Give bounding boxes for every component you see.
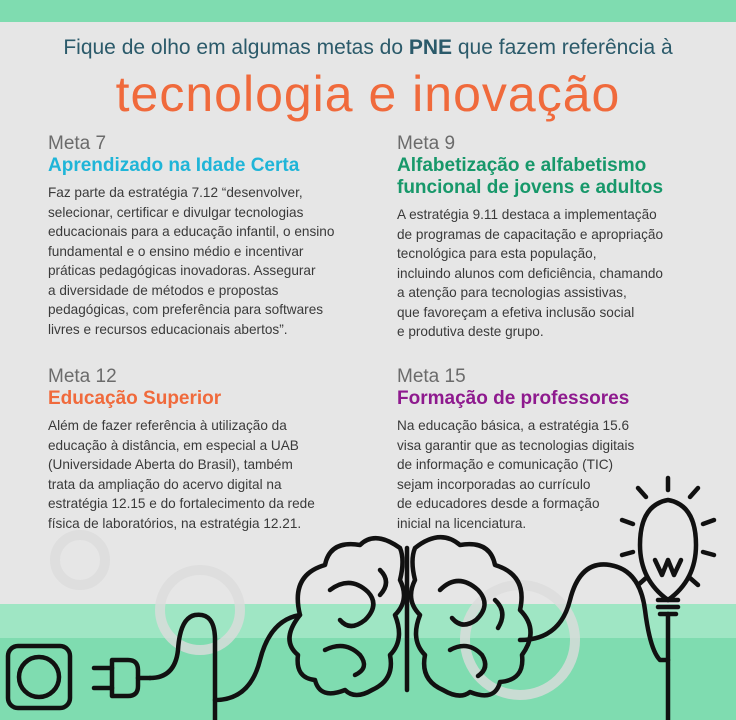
meta-text: Faz parte da estratégia 7.12 “desenvolver, selecionar, certificar e divulgar tecnologias educacionais para a educação infantil, o ensino fundamental e o ensino médio e incentivar práticas pedagógicas inovadoras. Assegurar a diversidade de métodos e propostas pedagógicas, com preferência para softwares livres e recursos educacionais abertos”.	[48, 185, 335, 337]
meta-text: A estratégia 9.11 destaca a implementação de programas de capacitação e apropriação tecnológica para esta população, incluindo alunos com deficiência, chamando a atenção para tecnologias assistivas, que favoreçam a efetiva inclusão social e produtiva deste grupo.	[397, 207, 664, 339]
meta-text: Além de fazer referência à utilização da educação à distância, em especial a UAB (Universidade Aberta do Brasil), também trata da ampliação do acervo digital na estratégia 12.15 e do fortalecimento da rede física de laboratórios, na estratégia 12.21.	[48, 418, 315, 531]
light-bulb-icon	[622, 478, 714, 720]
power-socket-icon	[8, 646, 70, 708]
meta-label: Meta 12	[48, 366, 117, 387]
headline: Fique de olho em algumas metas do PNE que fazem referência à	[63, 36, 673, 59]
page-title: tecnologia e inovação	[115, 66, 621, 122]
meta-title: Educação Superior	[48, 388, 222, 409]
meta-label: Meta 15	[397, 366, 466, 387]
cable	[215, 615, 300, 700]
plug-icon	[94, 660, 150, 696]
meta-title: Formação de professores	[397, 388, 630, 409]
meta-label: Meta 9	[397, 133, 456, 154]
cable	[150, 615, 215, 720]
meta-label: Meta 7	[48, 133, 107, 154]
meta-title: Aprendizado na Idade Certa	[48, 155, 300, 176]
meta-title: Alfabetização e alfabetismo funcional de jovens e adultos	[397, 155, 664, 198]
brain-icon	[289, 537, 530, 695]
meta-text: Na educação básica, a estratégia 15.6 visa garantir que as tecnologias digitais de informação e comunicação (TIC) sejam incorporadas ao currículo de educadores desde a formação inicial na licenciatura.	[397, 418, 635, 531]
